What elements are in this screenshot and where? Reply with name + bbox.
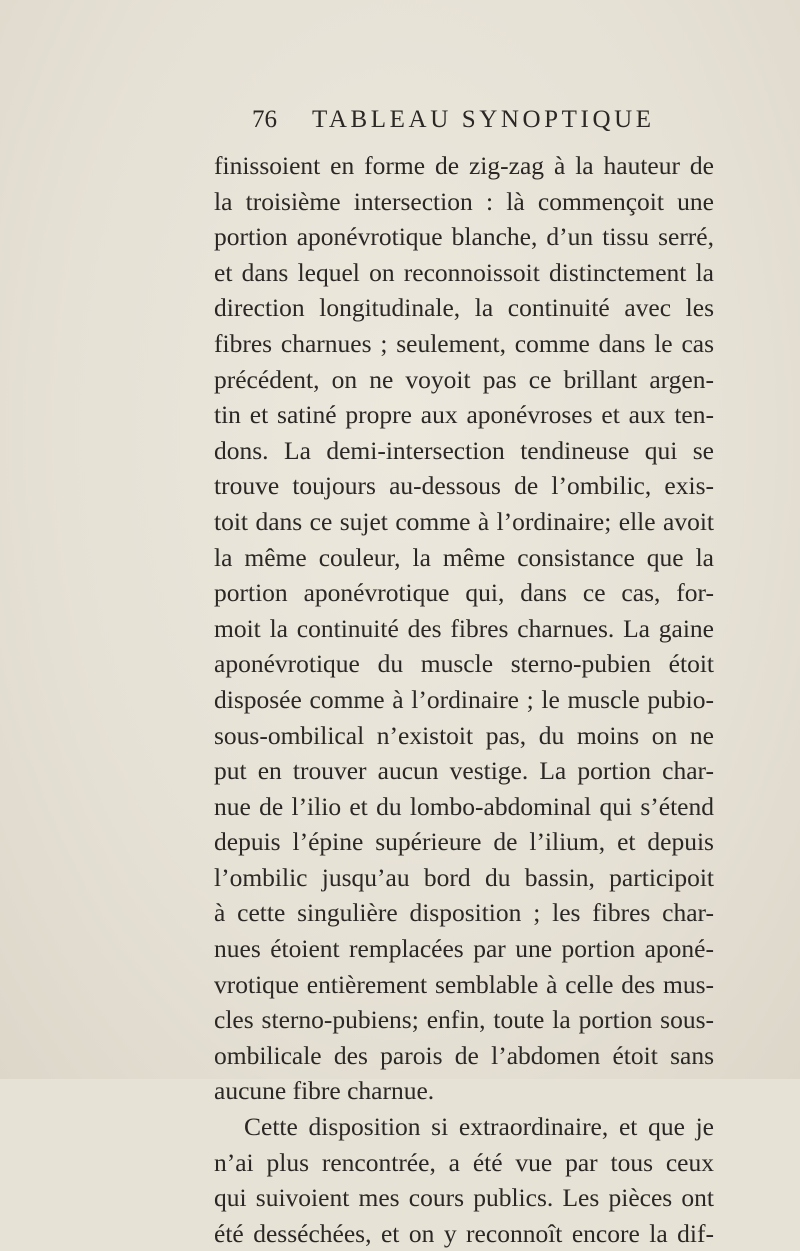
text-line: vrotique entièrement semblable à celle des mus-: [214, 969, 714, 999]
text-line: ombilicale des parois de l’abdomen étoit sans: [214, 1040, 714, 1070]
page-header: [252, 106, 692, 146]
body-text: [214, 148, 714, 1251]
text-line: portion aponévrotique blanche, d’un tissu serré,: [214, 222, 714, 252]
text-line: nues étoient remplacées par une portion aponé-: [214, 934, 714, 964]
text-line: direction longitudinale, la continuité avec les: [214, 293, 714, 323]
text-line: sous-ombilical n’existoit pas, du moins on ne: [214, 720, 714, 750]
text-line: été desséchées, et on y reconnoît encore la dif-: [214, 1218, 714, 1248]
page-number: 76: [252, 106, 277, 133]
text-line: qui suivoient mes cours publics. Les pièces ont: [214, 1183, 714, 1213]
text-line: portion aponévrotique qui, dans ce cas, for-: [214, 578, 714, 608]
text-line: tin et satiné propre aux aponévroses et aux ten-: [214, 400, 714, 430]
text-line: moit la continuité des fibres charnues. La gaine: [214, 613, 714, 643]
text-line: à cette singulière disposition ; les fibres char-: [214, 898, 714, 928]
text-line: aponévrotique du muscle sterno-pubien étoit: [214, 649, 714, 679]
text-line: Cette disposition si extraordinaire, et que je: [244, 1112, 714, 1142]
text-line: dons. La demi-intersection tendineuse qui se: [214, 435, 714, 465]
text-line: aucune fibre charnue.: [214, 1076, 435, 1106]
text-line: et dans lequel on reconnoissoit distinctement la: [214, 257, 714, 287]
text-line: n’ai plus rencontrée, a été vue par tous ceux: [214, 1147, 714, 1177]
text-line: la même couleur, la même consistance que la: [214, 542, 714, 572]
text-line: cles sterno-pubiens; enfin, toute la portion sous-: [214, 1005, 714, 1035]
text-line: la troisième intersection : là commençoit une: [214, 186, 714, 216]
text-line: l’ombilic jusqu’au bord du bassin, participoit: [214, 862, 714, 892]
text-line: trouve toujours au-dessous de l’ombilic, exis-: [214, 471, 714, 501]
text-line: finissoient en forme de zig-zag à la hauteur de: [214, 151, 714, 180]
text-line: disposée comme à l’ordinaire ; le muscle pubio-: [214, 684, 714, 714]
text-line: toit dans ce sujet comme à l’ordinaire; elle avoit: [214, 506, 714, 536]
text-line: fibres charnues ; seulement, comme dans le cas: [214, 328, 714, 358]
text-line: depuis l’épine supérieure de l’ilium, et depuis: [214, 827, 714, 857]
text-line: précédent, on ne voyoit pas ce brillant argen-: [214, 364, 714, 394]
text-line: nue de l’ilio et du lombo-abdominal qui s’étend: [214, 791, 714, 821]
running-title: TABLEAU SYNOPTIQUE: [312, 106, 655, 133]
text-line: put en trouver aucun vestige. La portion char-: [214, 756, 714, 786]
